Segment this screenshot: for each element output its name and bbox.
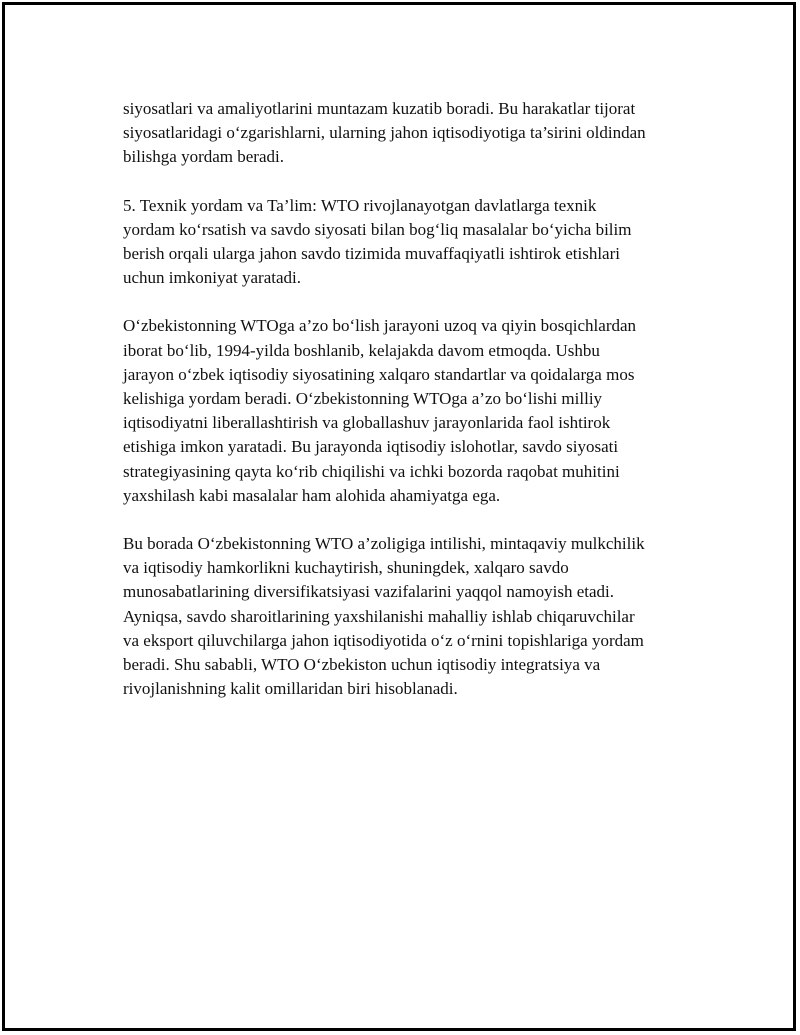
text-line: berish orqali ularga jahon savdo tizimida muvaffaqiyatli ishtirok etishlari [123, 244, 620, 264]
text-line: 5. Texnik yordam va Ta’lim: WTO rivojlanayotgan davlatlarga texnik [123, 195, 597, 215]
paragraph-1 [123, 97, 703, 170]
text-line: strategiyasining qayta ko‘rib chiqilishi va ichki bozorda raqobat muhitini [123, 461, 620, 481]
text-line: uchun imkoniyat yaratadi. [123, 268, 301, 288]
text-line: va eksport qiluvchilarga jahon iqtisodiyotida o‘z o‘rnini topishlariga yordam [123, 630, 644, 650]
text-line: kelishiga yordam beradi. O‘zbekistonning WTOga a’zo bo‘lishi milliy [123, 389, 603, 409]
text-line: yordam ko‘rsatish va savdo siyosati bilan bog‘liq masalalar bo‘yicha bilim [123, 219, 632, 239]
text-line: munosabatlarining diversifikatsiyasi vazifalarini yaqqol namoyish etadi. [123, 582, 614, 602]
paragraph-4 [123, 532, 703, 701]
text-line: iborat bo‘lib, 1994-yilda boshlanib, kelajakda davom etmoqda. Ushbu [123, 340, 600, 360]
text-line: bilishga yordam beradi. [123, 147, 284, 167]
text-line: O‘zbekistonning WTOga a’zo bo‘lish jarayoni uzoq va qiyin bosqichlardan [123, 316, 637, 336]
text-line: jarayon o‘zbek iqtisodiy siyosatining xalqaro standartlar va qoidalarga mos [123, 364, 635, 384]
text-line: yaxshilash kabi masalalar ham alohida ahamiyatga ega. [123, 485, 501, 505]
text-line: beradi. Shu sababli, WTO O‘zbekiston uchun iqtisodiy integratsiya va [123, 655, 601, 675]
text-line: siyosatlari va amaliyotlarini muntazam kuzatib boradi. Bu harakatlar tijorat [123, 99, 636, 118]
text-line: siyosatlaridagi o‘zgarishlarni, ularning jahon iqtisodiyotiga ta’sirini oldindan [123, 123, 646, 143]
text-line: iqtisodiyatni liberallashtirish va globallashuv jarayonlarida faol ishtirok [123, 413, 611, 433]
paragraph-3 [123, 314, 703, 508]
page-frame [2, 2, 796, 1031]
text-line: Bu borada O‘zbekistonning WTO a’zoligiga intilishi, mintaqaviy mulkchilik [123, 534, 645, 554]
document-body [123, 97, 703, 725]
text-line: Ayniqsa, savdo sharoitlarining yaxshilanishi mahalliy ishlab chiqaruvchilar [123, 606, 635, 626]
text-line: etishiga imkon yaratadi. Bu jarayonda iqtisodiy islohotlar, savdo siyosati [123, 437, 619, 457]
text-line: rivojlanishning kalit omillaridan biri hisoblanadi. [123, 679, 458, 699]
text-line: va iqtisodiy hamkorlikni kuchaytirish, shuningdek, xalqaro savdo [123, 558, 569, 578]
paragraph-2 [123, 194, 703, 291]
